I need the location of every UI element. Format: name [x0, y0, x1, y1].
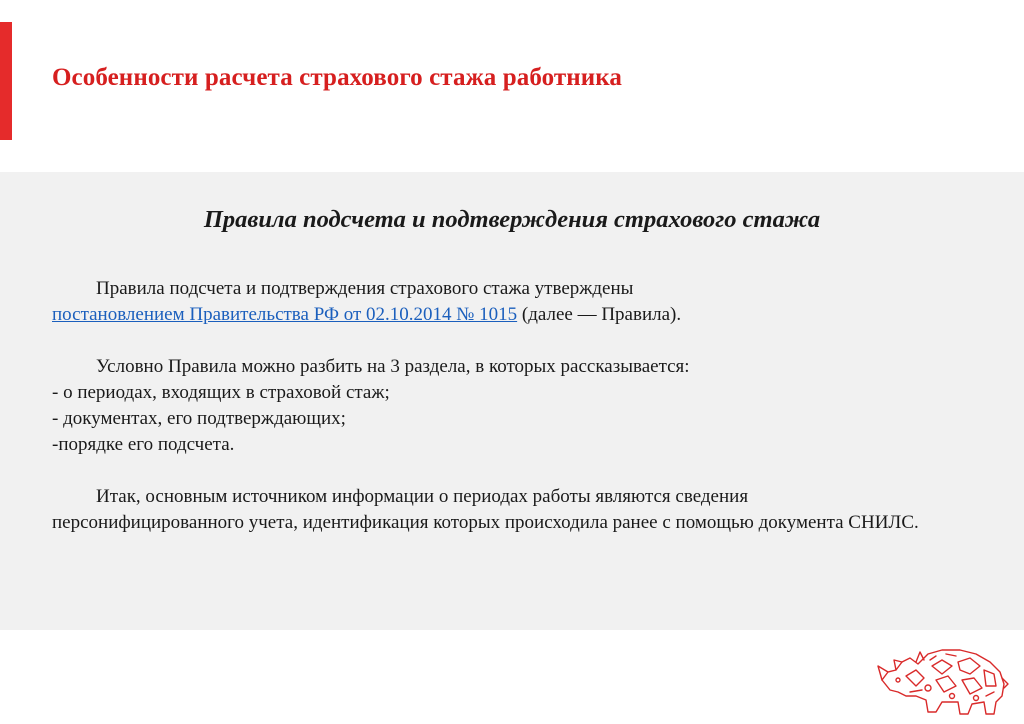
paragraph-sections	[52, 354, 932, 458]
accent-bar	[0, 22, 12, 140]
paragraph-rules-text: Правила подсчета и подтверждения страхового стажа утверждены	[96, 278, 634, 299]
panel-heading: Правила подсчета и подтверждения страхового стажа	[203, 206, 821, 233]
rhino-logo-icon	[876, 636, 1010, 718]
list-item: - документах, его подтверждающих;	[52, 408, 346, 429]
snils-text: Итак, основным источником информации о периодах работы являются сведения персонифицированного учета, идентификация которых происходила ранее с помощью документа СНИЛС.	[52, 486, 919, 533]
paragraph-snils	[52, 484, 932, 536]
sections-intro: Условно Правила можно разбить на 3 раздела, в которых рассказывается:	[96, 356, 690, 377]
slide-title: Особенности расчета страхового стажа работника	[52, 64, 623, 91]
list-item: - о периодах, входящих в страховой стаж;	[52, 382, 390, 403]
paragraph-rules-approval	[52, 276, 932, 328]
resolution-link[interactable]: постановлением Правительства РФ от 02.10.2014 № 1015	[52, 304, 518, 325]
paragraph-rules-suffix: (далее — Правила).	[517, 304, 682, 325]
list-item: -порядке его подсчета.	[52, 434, 235, 455]
